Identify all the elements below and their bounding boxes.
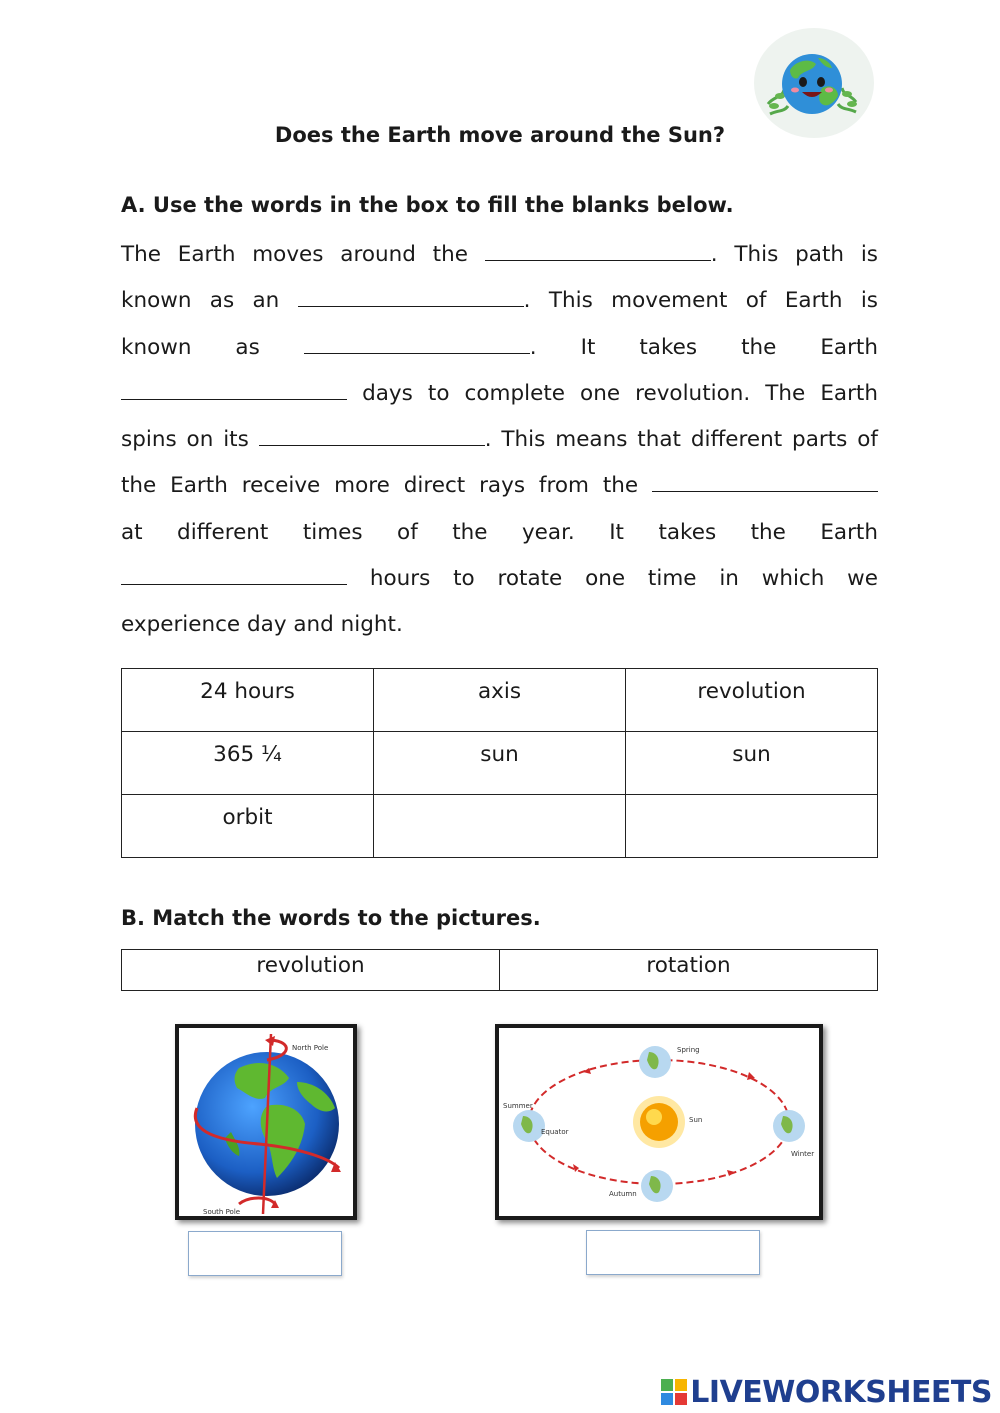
- word-cell: axis: [374, 669, 626, 732]
- equator-label: Equator: [541, 1128, 569, 1136]
- match-words-table: [121, 949, 878, 991]
- paragraph-line: known as an . This movement of Earth is: [121, 288, 878, 314]
- paragraph-line: spins on its . This means that different parts of: [121, 427, 878, 453]
- word-cell: orbit: [122, 795, 374, 858]
- table-row: [122, 669, 878, 732]
- fill-in-paragraph: [121, 232, 878, 649]
- paragraph-line: the Earth receive more direct rays from the: [121, 463, 878, 509]
- blank-line: [121, 583, 347, 585]
- rotation-picture: [175, 1024, 357, 1220]
- summer-label: Summer: [503, 1102, 533, 1110]
- liveworksheets-logo: LIVEWORKSHEETS: [661, 1375, 992, 1410]
- match-word-cell: revolution: [122, 950, 500, 991]
- revolution-picture: [495, 1024, 823, 1220]
- sun-label: Sun: [689, 1116, 703, 1124]
- paragraph-line: at different times of the year. It takes the Earth: [121, 519, 878, 545]
- table-row: [122, 795, 878, 858]
- table-row: [122, 950, 878, 991]
- sun-icon: [633, 1096, 685, 1148]
- word-cell: sun: [626, 732, 878, 795]
- paragraph-line: experience day and night.: [121, 612, 403, 638]
- blank-line: [259, 444, 485, 446]
- worksheet-title: Does the Earth move around the Sun?: [274, 123, 726, 147]
- blank-line: [652, 490, 878, 492]
- earth-globe-icon: [179, 1028, 353, 1216]
- paragraph-line: The Earth moves around the . This path is: [121, 242, 878, 267]
- paragraph-line: known as . It takes the Earth: [121, 334, 878, 360]
- word-bank-table: [121, 668, 878, 858]
- word-cell: revolution: [626, 669, 878, 732]
- blank-line: [304, 352, 530, 354]
- answer-box-revolution[interactable]: [586, 1230, 760, 1275]
- north-pole-label: North Pole: [292, 1044, 329, 1052]
- south-pole-label: South Pole: [203, 1208, 241, 1216]
- spring-label: Spring: [677, 1046, 700, 1054]
- section-a-heading: A. Use the words in the box to fill the blanks below.: [121, 193, 734, 217]
- orbit-diagram-icon: [499, 1028, 819, 1216]
- paragraph-line: hours to rotate one time in which we: [121, 556, 878, 602]
- word-cell: sun: [374, 732, 626, 795]
- word-cell: [626, 795, 878, 858]
- blank-line: [121, 398, 347, 400]
- paragraph-line: days to complete one revolution. The Earth: [121, 371, 878, 417]
- word-cell: 365 ¼: [122, 732, 374, 795]
- word-cell: 24 hours: [122, 669, 374, 732]
- match-word-cell: rotation: [500, 950, 878, 991]
- answer-box-rotation[interactable]: [188, 1231, 342, 1276]
- section-b-heading: B. Match the words to the pictures.: [121, 906, 541, 930]
- autumn-label: Autumn: [609, 1190, 637, 1198]
- blank-line: [485, 259, 711, 261]
- liveworksheets-logo-icon: [661, 1379, 687, 1405]
- blank-line: [298, 305, 524, 307]
- word-cell: [374, 795, 626, 858]
- winter-label: Winter: [791, 1150, 815, 1158]
- table-row: [122, 732, 878, 795]
